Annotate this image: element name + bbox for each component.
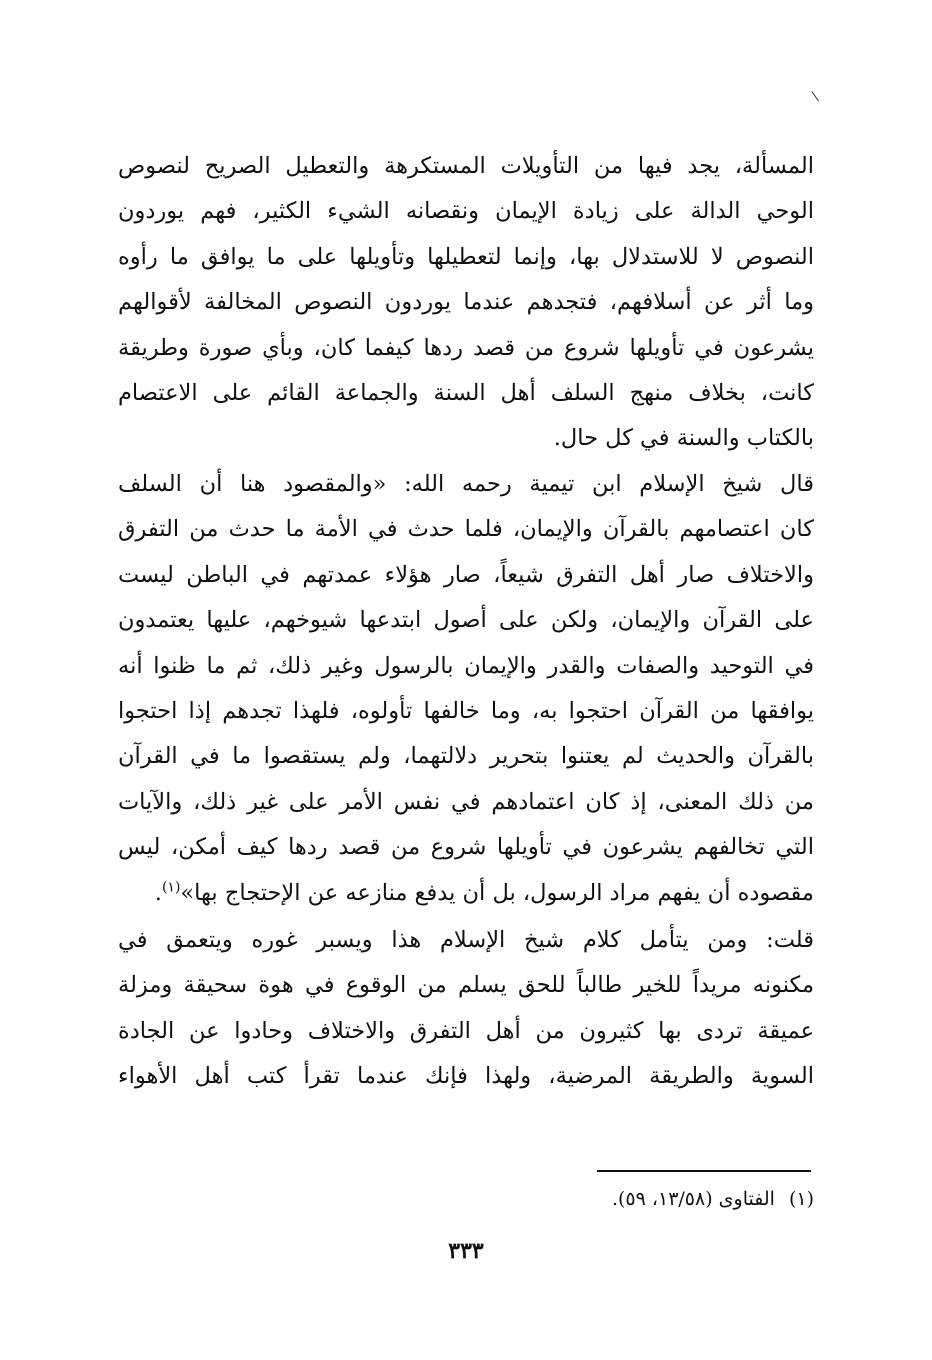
text-line-content: مقصوده أن يفهم مراد الرسول، بل أن يدفع منازعه عن الإحتجاج بها»: [180, 879, 814, 906]
footnote: [414, 1184, 814, 1214]
text-line: عميقة تردى بها كثيرون من أهل التفرق والاختلاف وحادوا عن الجادة: [118, 1017, 814, 1044]
footnote-divider: [597, 1170, 811, 1172]
text-line-with-footnote: [118, 871, 814, 916]
end-mark: .: [154, 879, 162, 906]
text-line: مكنونه مريداً للخير طالباً للحق يسلم من الوقوع في هوة سحيقة ومزلة: [118, 972, 814, 999]
text-line: كانت، بخلاف منهج السلف أهل السنة والجماعة القائم على الاعتصام: [118, 380, 814, 407]
text-line: بالكتاب والسنة في كل حال.: [553, 425, 814, 452]
text-line: وما أثر عن أسلافهم، فتجدهم عندما يوردون النصوص المخالفة لأقوالهم: [118, 289, 814, 316]
paragraph-3: [118, 918, 814, 1100]
page-number: ٣٣٣: [448, 1238, 484, 1264]
text-line: بالقرآن والحديث لم يعتنوا بتحرير دلالتهما، ولم يستقصوا ما في القرآن: [118, 743, 814, 770]
text-line: النصوص لا للاستدلال بها، وإنما لتعطيلها وتأويلها على ما يوافق ما رأوه: [118, 243, 814, 270]
text-line: قال شيخ الإسلام ابن تيمية رحمه الله: «والمقصود هنا أن السلف: [118, 471, 814, 497]
scan-mark: [811, 87, 825, 102]
text-line: على القرآن والإيمان، ولكن على أصول ابتدعها شيوخهم، عليها يعتمدون: [118, 607, 814, 634]
text-line: التي تخالفهم يشرعون في تأويلها شروع من قصد ردها كيف أمكن، ليس: [118, 834, 814, 861]
text-line: يوافقها من القرآن احتجوا به، وما خالفها تأولوه، فلهذا تجدهم إذا احتجوا: [118, 698, 814, 725]
paragraph-2-quote: [118, 462, 814, 916]
text-line: المسألة، يجد فيها من التأويلات المستكرهة والتعطيل الصريح لنصوص: [118, 153, 814, 179]
footnote-reference[interactable]: (١): [161, 879, 181, 896]
text-line: من ذلك المعنى، إذ كان اعتمادهم في نفس الأمر على غير ذلك، والآيات: [118, 788, 814, 815]
text-line: كان اعتصامهم بالقرآن والإيمان، فلما حدث في الأمة ما حدث من التفرق: [118, 516, 814, 543]
text-line: يشرعون في تأويلها شروع من قصد ردها كيفما كان، وبأي صورة وطريقة: [118, 334, 814, 361]
footnote-number: (١): [788, 1188, 814, 1210]
text-line: والاختلاف صار أهل التفرق شيعاً، صار هؤلاء عمدتهم في الباطن ليست: [118, 561, 814, 588]
text-line: السوية والطريقة المرضية، ولهذا فإنك عندما تقرأ كتب أهل الأهواء: [118, 1063, 814, 1090]
text-line: في التوحيد والصفات والقدر والإيمان بالرسول وغير ذلك، ثم ما ظنوا أنه: [118, 652, 814, 679]
text-line: الوحي الدالة على زيادة الإيمان ونقصانه الشيء الكثير، فهم يوردون: [118, 198, 814, 225]
text-line: قلت: ومن يتأمل كلام شيخ الإسلام هذا ويسبر غوره ويتعمق في: [118, 927, 814, 953]
footnote-text: الفتاوى (١٣/٥٨، ٥٩).: [611, 1188, 775, 1210]
paragraph-1: [118, 144, 814, 462]
